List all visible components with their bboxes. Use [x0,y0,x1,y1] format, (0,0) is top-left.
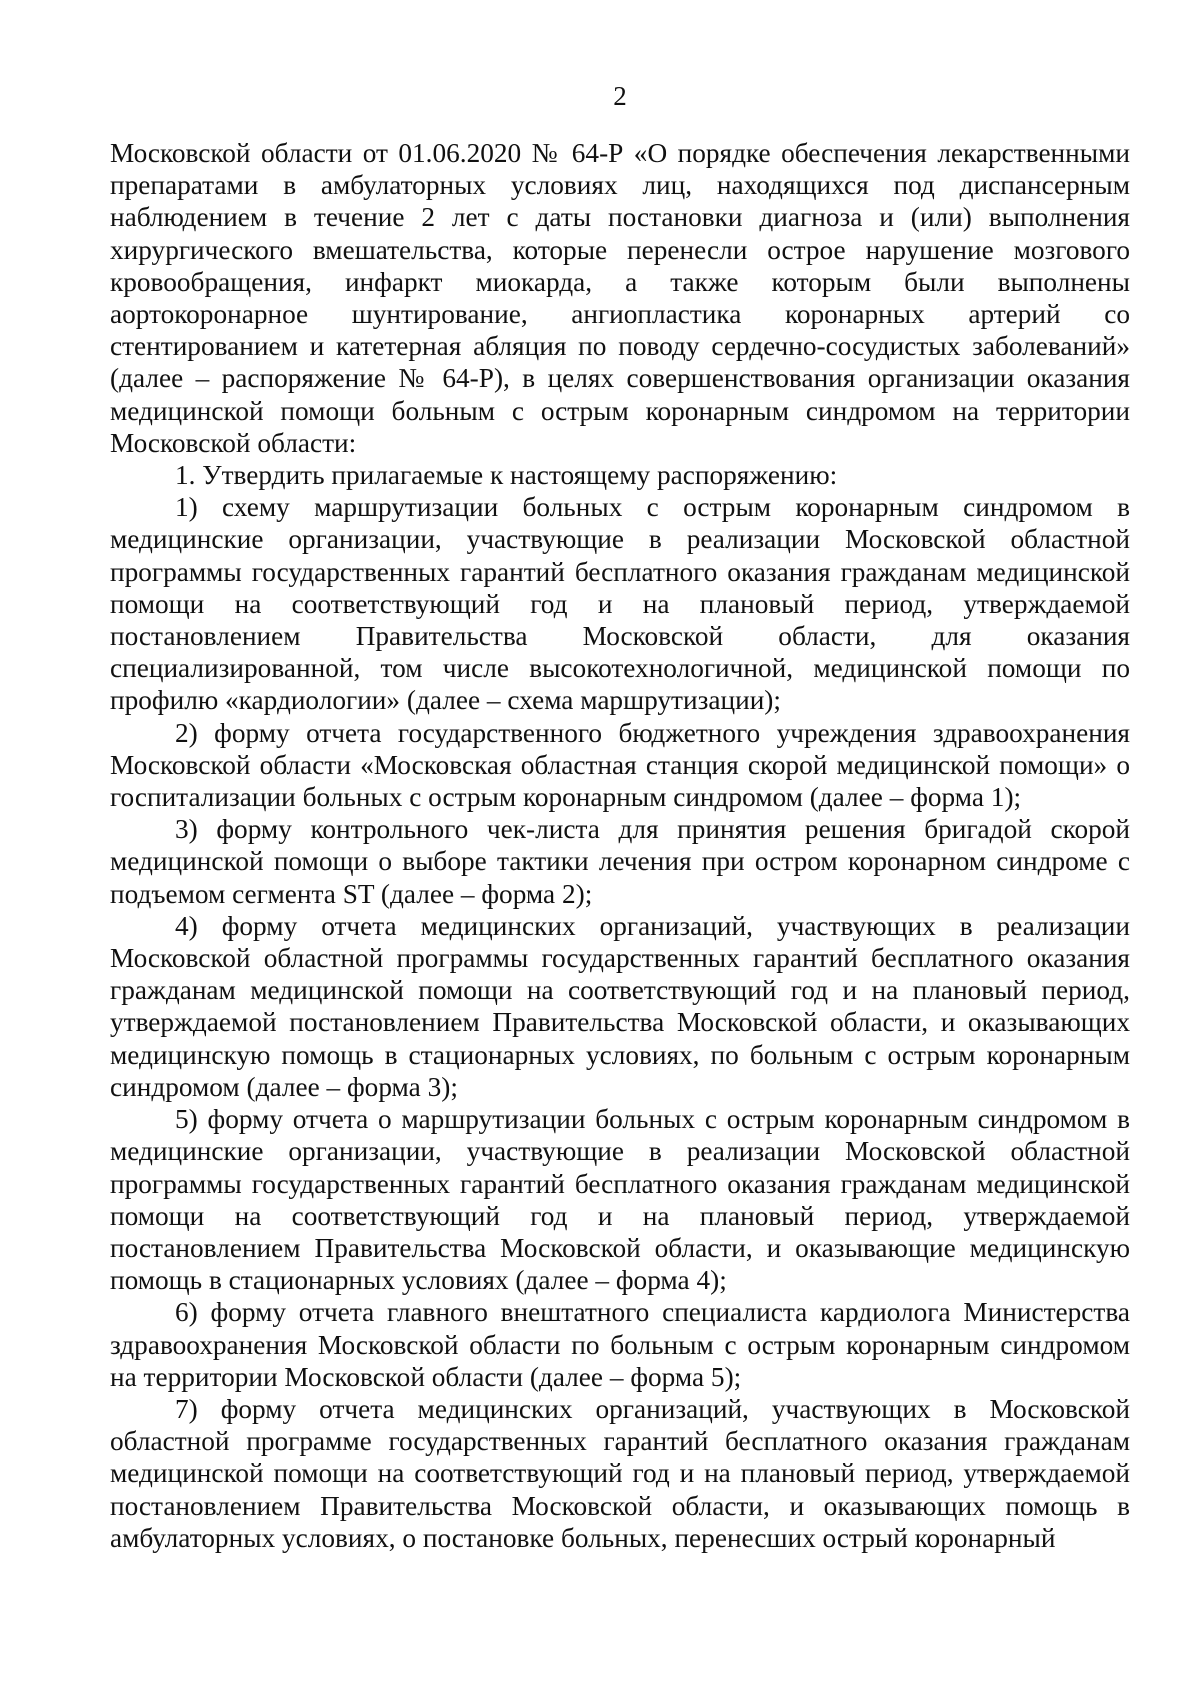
paragraph-item-1: 1. Утвердить прилагаемые к настоящему распоряжению: [175,460,838,491]
paragraph-subitem-7: 7) форму отчета медицинских организаций, участвующих в Московской областной программе государственных гарантий бесплатного оказания гражданам медицинской помощи на соответствующий год и на плановый период, утверждаемой постановлением Правительства Московской области, и оказывающих помощь в амбулаторных условиях, о постановке больных, перенесших острый коронарный [110,1393,1130,1553]
paragraph-intro: Московской области от 01.06.2020 № 64-Р «О порядке обеспечения лекарственными препаратами в амбулаторных условиях лиц, находящихся под диспансерным наблюдением в течение 2 лет с даты постановки диагноза и (или) выполнения хирургического вмешательства, которые перенесли острое нарушение мозгового кровообращения, инфаркт миокарда, а также которым были выполнены аортокоронарное шунтирование, ангиопластика коронарных артерий со стентированием и катетерная абляция по поводу сердечно-сосудистых заболеваний» (далее – распоряжение № 64-Р), в целях совершенствования организации оказания медицинской помощи больным с острым коронарным синдромом на территории Московской области: [110,138,1130,458]
paragraph-subitem-4: 4) форму отчета медицинских организаций, участвующих в реализации Московской областной программы государственных гарантий бесплатного оказания гражданам медицинской помощи на соответствующий год и на плановый период, утверждаемой постановлением Правительства Московской области, и оказывающих медицинскую помощь в стационарных условиях, по больным с острым коронарным синдромом (далее – форма 3); [110,910,1130,1102]
paragraph-subitem-3: 3) форму контрольного чек-листа для принятия решения бригадой скорой медицинской помощи о выборе тактики лечения при остром коронарном синдроме с подъемом сегмента ST (далее – форма 2); [110,814,1130,909]
document-body [110,137,1130,1554]
paragraph-subitem-2: 2) форму отчета государственного бюджетного учреждения здравоохранения Московской области «Московская областная станция скорой медицинской помощи» о госпитализации больных с острым коронарным синдромом (далее – форма 1); [110,717,1130,813]
paragraph-subitem-5: 5) форму отчета о маршрутизации больных с острым коронарным синдромом в медицинские организации, участвующие в реализации Московской областной программы государственных гарантий бесплатного оказания гражданам медицинской помощи на соответствующий год и на плановый период, утверждаемой постановлением Правительства Московской области, и оказывающие медицинскую помощь в стационарных условиях (далее – форма 4); [110,1104,1130,1296]
page-number: 2 [613,81,627,111]
paragraph-subitem-6: 6) форму отчета главного внештатного специалиста кардиолога Министерства здравоохранения Московской области по больным с острым коронарным синдромом на территории Московской области (далее – форма 5); [110,1297,1130,1392]
paragraph-subitem-1: 1) схему маршрутизации больных с острым коронарным синдромом в медицинские организации, участвующие в реализации Московской областной программы государственных гарантий бесплатного оказания гражданам медицинской помощи на соответствующий год и на плановый период, утверждаемой постановлением Правительства Московской области, для оказания специализированной, том числе высокотехнологичной, медицинской помощи по профилю «кардиологии» (далее – схема маршрутизации); [110,492,1130,716]
